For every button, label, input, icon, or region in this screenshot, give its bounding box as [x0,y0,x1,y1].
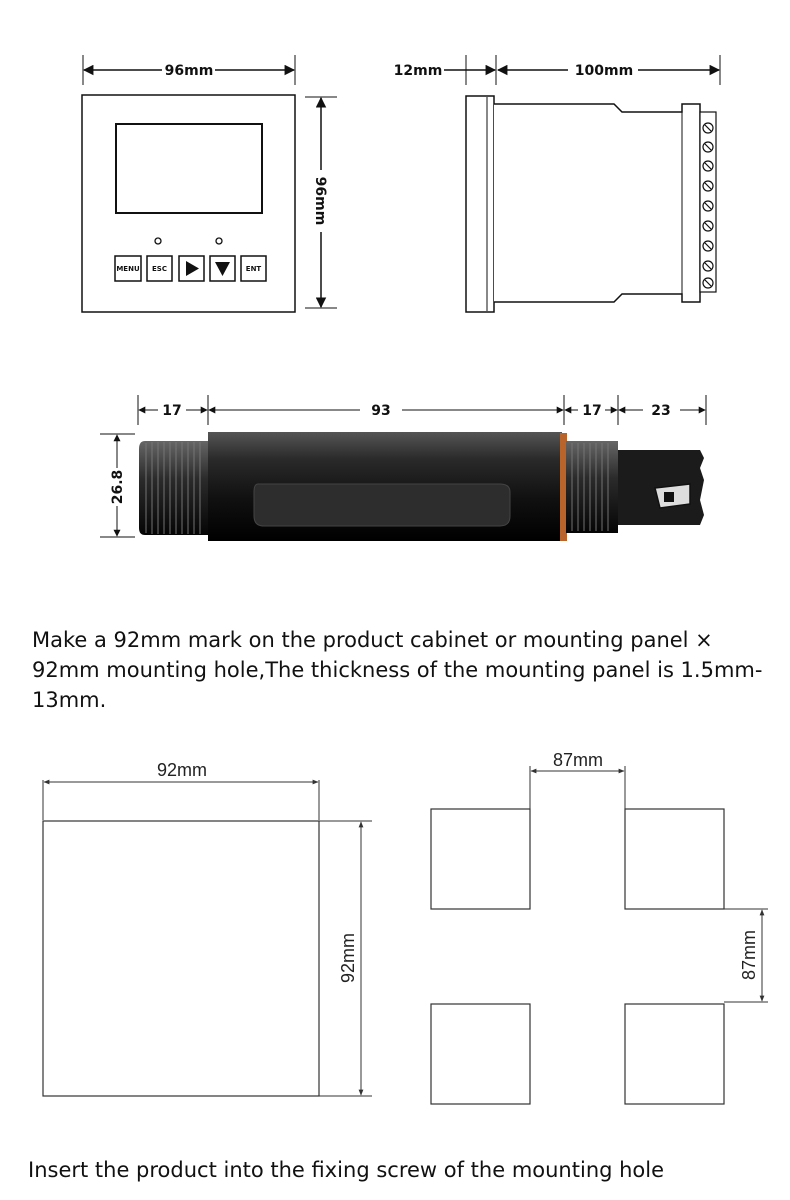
diameter-label: 26.8 [110,469,126,505]
front-view [82,55,337,312]
cutout-bottom-left [431,1004,530,1104]
side-bezel [466,96,494,312]
esc-button [147,256,172,281]
spacing-diagram [431,750,768,1104]
body-length-label: 93 [371,403,391,419]
mounting-instructions: Make a 92mm mark on the product cabinet or mounting panel × 92mm mounting hole,The thickness of the mounting panel is 1.5mm-13mm. [32,628,763,712]
cutout-height-label: 92mm [338,932,358,984]
svg-text:ENT: ENT [245,265,262,273]
thread-length-label: 17 [162,403,182,419]
vertical-spacing-label: 87mm [739,929,759,981]
bezel-thickness-label: 12mm [393,63,443,79]
cutout-width-label: 92mm [156,760,208,780]
down-arrow-button [210,256,235,281]
cutout-diagram [43,760,372,1096]
front-height-label: 96mm [312,176,328,226]
svg-text:MENU: MENU [116,265,140,273]
display-screen [116,124,262,213]
o-ring [560,433,567,541]
cutout-top-right [625,809,724,909]
svg-text:ESC: ESC [152,265,167,273]
horizontal-spacing-label: 87mm [552,750,604,770]
terminal-block [700,112,716,292]
rear-thread-length-label: 17 [582,403,602,419]
right-arrow-button [179,256,204,281]
side-view [394,55,720,312]
mounting-cutout-square [43,821,319,1096]
menu-button [115,256,141,281]
side-housing [494,104,700,302]
insertion-instructions: Insert the product into the fixing screw of the mounting hole [28,1158,665,1182]
sensor-rear-thread [566,441,618,533]
connector-length-label: 23 [651,403,671,419]
front-width-label: 96mm [164,63,214,79]
sensor-front-thread [139,441,210,535]
housing-depth-label: 100mm [574,63,634,79]
sensor-diagram [100,395,706,541]
sensor-grip-groove [254,484,510,526]
ent-button [241,256,266,281]
cutout-bottom-right [625,1004,724,1104]
cutout-top-left [431,809,530,909]
